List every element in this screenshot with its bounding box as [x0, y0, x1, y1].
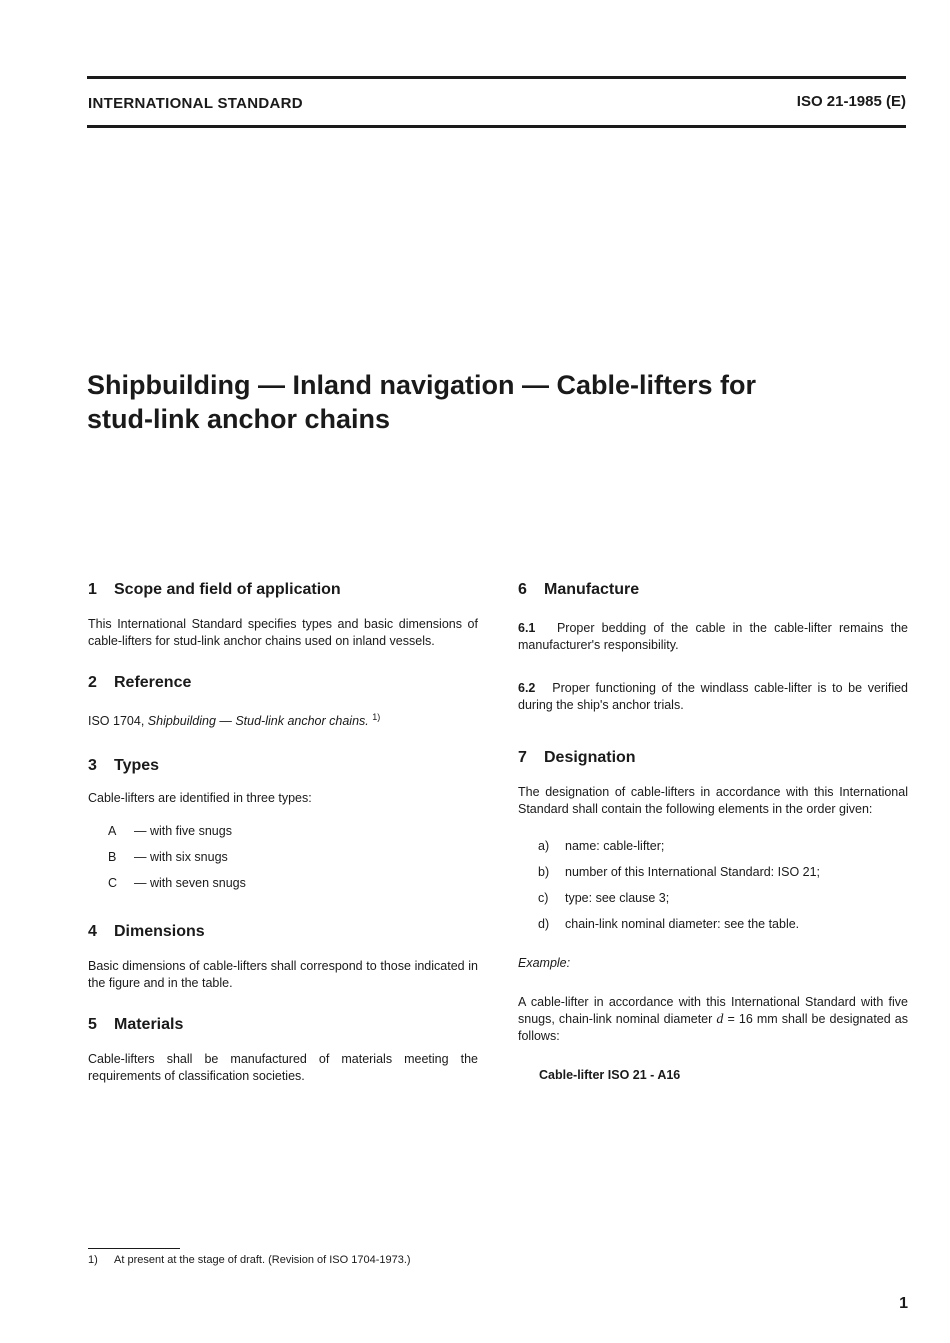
section-reference: [88, 673, 478, 730]
section-heading: 4 Dimensions: [88, 923, 205, 941]
list-item: d) chain-link nominal diameter: see the table.: [538, 917, 800, 931]
section-heading: 7 Designation: [518, 749, 636, 766]
header-document-number: ISO 21-1985 (E): [796, 93, 906, 110]
section-text: Basic dimensions of cable-lifters shall correspond to those indicated in the figure and in the table.: [88, 959, 478, 991]
example-text: A cable-lifter in accordance with this International Standard with five snugs, chain-link nominal diameter d = 16 mm shall be designated as follows:: [518, 995, 908, 1043]
section-manufacture: [518, 580, 908, 714]
reference-entry: ISO 1704, Shipbuilding — Stud-link anchor chains. $^{1)}$: [88, 712, 381, 729]
header-top-rule: [87, 76, 906, 79]
document-title: [87, 368, 887, 436]
section-materials: [88, 1015, 478, 1085]
section-text: Cable-lifters are identified in three types:: [88, 791, 312, 806]
footnote-rule: [88, 1248, 180, 1249]
section-types: [88, 756, 478, 892]
list-item: c) type: see clause 3;: [538, 891, 670, 905]
header-bottom-rule: [87, 125, 906, 128]
example-label: Example:: [518, 956, 571, 970]
section-heading: 1 Scope and field of application: [88, 581, 341, 598]
list-item: A — with five snugs: [108, 824, 232, 839]
left-column: [88, 580, 478, 1085]
title-line-1: Shipbuilding — Inland navigation — Cable-lifters for: [87, 370, 757, 400]
section-designation: [518, 748, 908, 1084]
header-standard-type: INTERNATIONAL STANDARD: [88, 95, 303, 112]
section-heading: 2 Reference: [88, 674, 192, 691]
reference-title: Shipbuilding — Stud-link anchor chains.: [147, 714, 369, 729]
title-line-2: stud-link anchor chains: [87, 404, 391, 434]
section-heading: 5 Materials: [88, 1016, 184, 1034]
clause-6-2: 6.2 Proper functioning of the windlass cable-lifter is to be verified during the ship's anchor trials.: [518, 681, 909, 712]
clause-6-1: 6.1 Proper bedding of the cable in the cable-lifter remains the manufacturer's responsibility.: [518, 621, 908, 652]
section-text: The designation of cable-lifters in accordance with this International Standard shall contain the following elements in the order given:: [518, 785, 908, 816]
designation-example: Cable-lifter ISO 21 - A16: [539, 1068, 681, 1082]
right-column: [518, 580, 908, 1084]
types-list: [108, 823, 478, 892]
list-item: C — with seven snugs: [108, 876, 246, 891]
section-text: Cable-lifters shall be manufactured of materials meeting the requirements of classification societies.: [88, 1052, 478, 1084]
footnote-ref: 1): [372, 712, 381, 722]
section-heading: 6 Manufacture: [518, 581, 640, 598]
list-item: a) name: cable-lifter;: [538, 839, 665, 853]
section-text: This International Standard specifies types and basic dimensions of cable-lifters for stud-link anchor chains used on inland vessels.: [88, 617, 478, 648]
section-dimensions: [88, 922, 478, 992]
designation-elements-list: [518, 838, 908, 933]
page-number: 1: [899, 1295, 908, 1312]
section-scope: [88, 580, 478, 650]
variable-d: d: [716, 1012, 724, 1027]
list-item: b) number of this International Standard: ISO 21;: [538, 865, 821, 879]
section-heading: 3 Types: [88, 757, 160, 775]
list-item: B — with six snugs: [108, 850, 228, 865]
footnote: 1) At present at the stage of draft. (Revision of ISO 1704-1973.): [88, 1254, 411, 1266]
